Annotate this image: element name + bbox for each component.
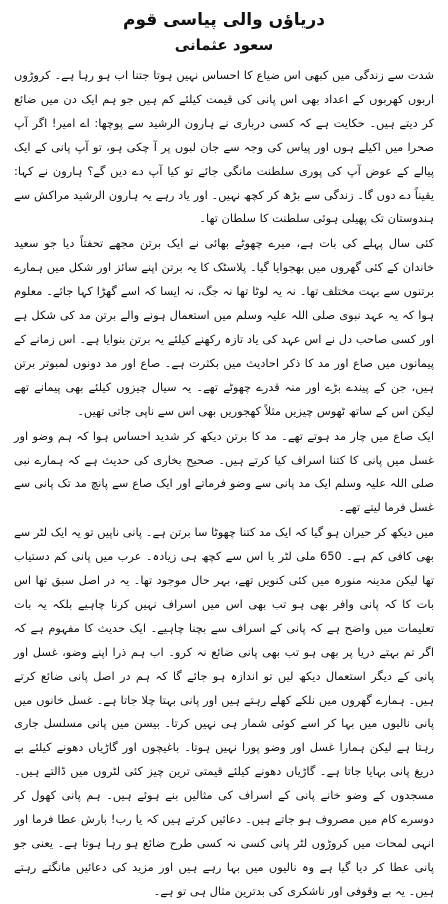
author-name: سعود عثمانی: [174, 36, 274, 54]
article-paragraph-3: ایک صاع میں چار مد ہوتے تھے۔ مد کا برتن دیکھ کر شدید احساس ہوا کہ ہم وضو اور غسل میں پانی کا کتنا اسراف کیا کرتے ہیں۔ صحیح بخاری کی حدیث ہے کہ ہمارے نبی صلی اللہ علیہ وسلم ایک مد پانی سے وضو فرماتے اور ایک صاع سے پانچ مد تک پانی سے غسل فرما لیتے تھے۔: [14, 428, 434, 515]
article-page: [14, 8, 434, 898]
article-title: دریاؤں والی پیاسی قوم: [123, 10, 325, 30]
article-paragraph-4: میں دیکھ کر حیران ہو گیا کہ ایک مد کتنا چھوٹا سا برتن ہے۔ پانی ناپیں تو یہ ایک لٹر سے بھی کافی کم ہے۔ 650 ملی لٹر یا اس سے کچھ ہی زیادہ۔ عرب میں پانی کم دستیاب تھا لیکن مدینہ منورہ میں کئی کنویں تھے، بہر حال موجود تھا۔ یہ در اصل سبق تھا اس بات کا کہ پانی وافر بھی ہو تب بھی اس میں اسراف نہیں کرنا چاہیے بلکہ یہ بات تعلیمات میں واضح ہے کہ پانی کے اسراف سے بچنا چاہیے۔ ایک حدیث کا مفہوم ہے کہ اگر تم بہتے دریا پر بھی ہو تب بھی پانی ضائع نہ کرو۔ اب ہم ذرا اپنے وضو، غسل اور پانی کے دیگر استعمال دیکھ لیں تو اندازہ ہو جائے گا کہ ہم در اصل پانی ضائع کرتے ہیں۔ ہمارے گھروں میں نلکے کھلے رہتے ہیں اور پانی بہتا چلا جاتا ہے۔ غسل خانوں میں پانی نالیوں میں بہا کر اسے کوئی شمار ہی نہیں کرتا۔ بیسن میں پانی مسلسل جاری رہتا ہے لیکن ہمارا غسل اور وضو پورا نہیں ہوتا۔ باغیچوں اور گاڑیاں دھونے کیلئے بے دریغ پانی بہایا جاتا ہے۔ گاڑیاں دھونے کیلئے قیمتی ترین چیز کئی لٹروں میں ڈالتے ہیں۔ مسجدوں کے وضو خانے پانی کے اسراف کی مثالیں بنے ہوئے ہیں۔ ہم پانی کھول کر دوسرے کام میں مصروف ہو جاتے ہیں۔ دعائیں کرتے ہیں کہ یا رب! بارش عطا فرما اور انہی لمحات میں کروڑوں لٹر پانی کسی نہ کسی طرح ضائع ہو رہا ہوتا ہے۔ یعنی جو پانی عطا کر دیا گیا ہے وہ نالیوں میں بہا رہے ہیں اور مزید کی دعائیں مانگتے رہتے ہیں۔ یہ بے وقوفی اور ناشکری کی بدترین مثال ہی تو ہے۔: [14, 525, 434, 898]
article-paragraph-1: شدت سے زندگی میں کبھی اس ضیاع کا احساس نہیں ہوتا جتنا اب ہو رہا ہے۔ کروڑوں اربوں کھربوں کے اعداد بھی اس پانی کی قیمت کیلئے کم ہیں جو ہم ایک دن میں ضائع کر دیتے ہیں۔ حکایت ہے کہ کسی درباری نے ہارون الرشید سے پوچھا: اے امیر! اگر آپ صحرا میں اکیلے ہوں اور پیاس کی وجہ سے جان لبوں پر آ چکی ہو، تو آپ پانی کے ایک پیالے کے عوض آپ کی پوری سلطنت مانگی جائے تو کیا آپ دے دیں گے؟ ہارون نے کہا: یقیناً دے دوں گا۔ زندگی سے بڑھ کر کچھ نہیں۔ اور یاد رہے یہ ہارون الرشید مراکش سے ہندوستان تک پھیلی ہوئی سلطنت کا سلطان تھا۔: [14, 68, 434, 226]
article-paragraph-2: کئی سال پہلے کی بات ہے، میرے چھوٹے بھائی نے ایک برتن مجھے تحفتاً دیا جو سعید خاندان کے کئی گھروں میں بھجوایا گیا۔ پلاسٹک کا یہ برتن اپنے سائز اور شکل میں ہمارے برتنوں سے بہت مختلف تھا۔ نہ یہ لوٹا تھا نہ جگ، نہ ایسا کہ اسے گھڑا کہا جائے۔ معلوم ہوا کہ یہ عہد نبوی صلی اللہ علیہ وسلم میں استعمال ہونے والے برتن مد کی شکل ہے اور کسی صاحب دل نے اس عہد کی یاد تازہ رکھنے کیلئے یہ برتن بنوایا ہے۔ اس زمانے کے پیمانوں میں صاع اور مد کا ذکر احادیث میں بکثرت ہے۔ صاع اور مد دونوں لمبوتر برتن ہیں، جن کے پیندے بڑے اور منہ قدرے چھوٹے تھے۔ یہ سیال چیزوں کیلئے بھی پیمانے تھے لیکن اس کے ساتھ ٹھوس چیزیں مثلاً کھجوریں بھی اس سے ناپی جاتی تھیں۔: [14, 236, 434, 418]
article-body: [14, 64, 434, 904]
